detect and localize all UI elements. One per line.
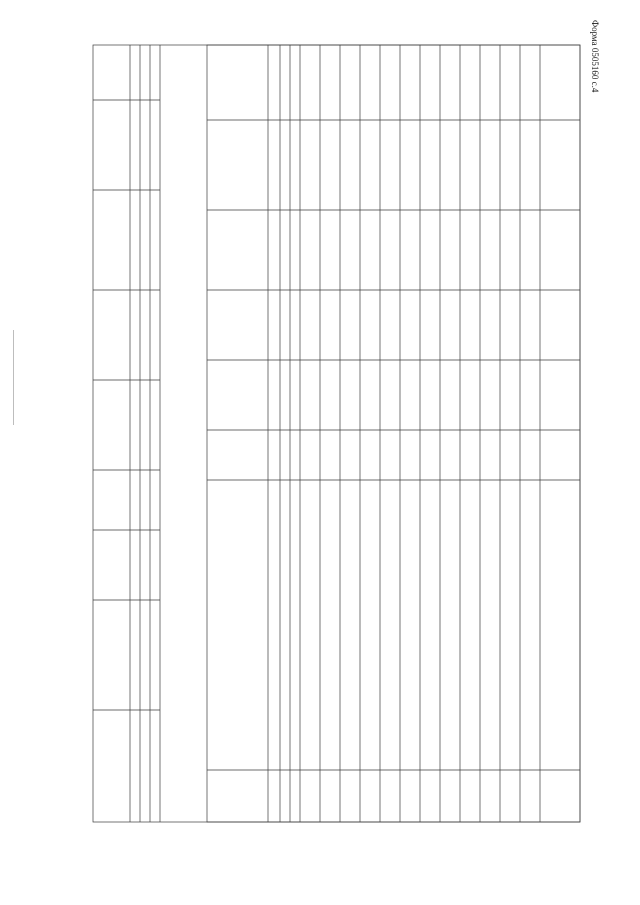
table-2-3-4 xyxy=(93,45,580,822)
table-2-4 xyxy=(207,45,580,822)
form-code: Форма 0505160 с.4 xyxy=(590,20,600,93)
